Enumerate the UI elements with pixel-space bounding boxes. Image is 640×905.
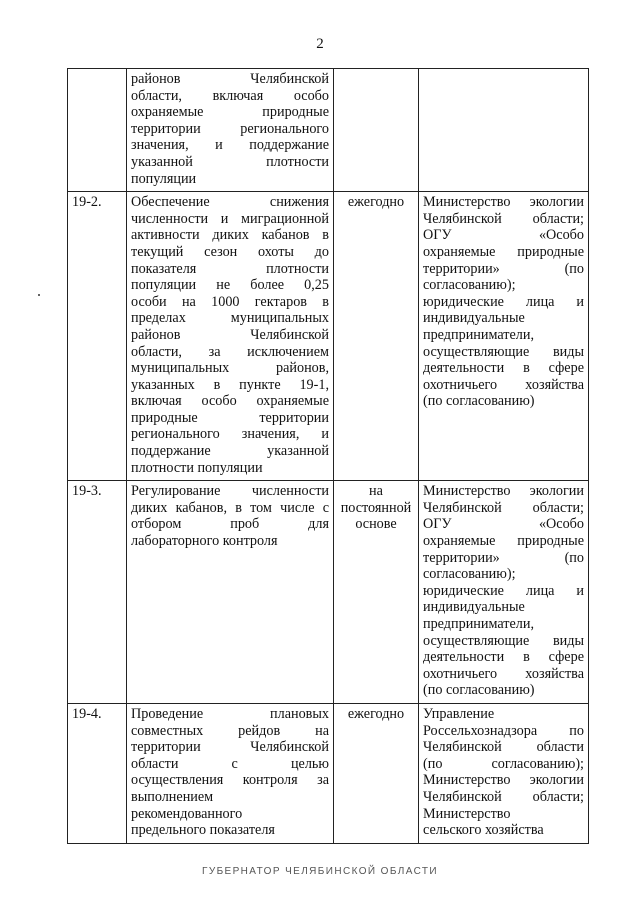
responsible-text-line: (по согласованию)	[423, 682, 535, 699]
action-text-line: диких кабанов, в том числе с	[131, 499, 329, 516]
action-text-line: включая особо охраняемые	[131, 393, 329, 410]
responsible-text-line: охраняемые природные	[423, 243, 584, 260]
responsible-text-line: юридические лица и	[423, 582, 584, 599]
action-text-line: выполнением	[131, 788, 214, 805]
action-text-line: популяции	[131, 170, 197, 187]
item-number: 19-4.	[68, 703, 127, 843]
action-text-line: отбором проб для	[131, 516, 329, 533]
page-number: 2	[316, 36, 324, 52]
responsible-text-line: Министерство экологии	[423, 772, 584, 789]
action-text-line: показателя плотности	[131, 260, 329, 277]
responsible-text-line: предприниматели,	[423, 326, 535, 343]
action-text-line: области, включая особо	[131, 87, 329, 104]
responsible-text-line: осуществляющие виды	[423, 632, 584, 649]
action-text-line: области, за исключением	[131, 343, 329, 360]
action-text-line: указанной плотности	[131, 153, 329, 170]
responsible-text-line: Челябинской области	[423, 739, 584, 756]
action-text-line: Обеспечение снижения	[131, 194, 329, 211]
responsible-text-line: охотничьего хозяйства	[423, 665, 584, 682]
responsible-text-line: согласованию);	[423, 566, 516, 583]
responsible-text-line: Россельхознадзора по	[423, 722, 584, 739]
action-text-line: указанных в пункте 19-1,	[131, 376, 329, 393]
responsible-text-line: ОГУ «Особо	[423, 227, 584, 244]
responsible-text-line: сельского хозяйства	[423, 822, 544, 839]
responsible-text-line: (по согласованию)	[423, 393, 535, 410]
term-cell: ежегодно	[334, 192, 419, 481]
responsible-text-line: Челябинской области;	[423, 788, 584, 805]
responsible-text-line: индивидуальные	[423, 599, 525, 616]
action-text-line: территории регионального	[131, 120, 329, 137]
action-text-line: особи на 1000 гектаров в	[131, 293, 329, 310]
item-number: 19-3.	[68, 481, 127, 704]
action-text-line: пределах муниципальных	[131, 310, 329, 327]
responsible-text-line: Министерство экологии	[423, 194, 584, 211]
table-row	[68, 69, 589, 192]
action-text-line: лабораторного контроля	[131, 533, 278, 550]
item-number	[68, 69, 127, 192]
action-text-line: поддержание указанной	[131, 443, 329, 460]
action-text-line: области с целью	[131, 755, 329, 772]
action-text-line: Регулирование численности	[131, 483, 329, 500]
responsible-text-line: ОГУ «Особо	[423, 516, 584, 533]
responsible-text-line: Челябинской области;	[423, 499, 584, 516]
table-row	[68, 481, 589, 704]
action-text-line: активности диких кабанов в	[131, 227, 329, 244]
action-text-line: регионального значения, и	[131, 426, 329, 443]
action-text-line: районов Челябинской	[131, 326, 329, 343]
action-text-line: рекомендованного	[131, 805, 243, 822]
responsible-text-line: территории» (по	[423, 260, 584, 277]
responsible-cell	[419, 69, 589, 192]
action-text-line: территории Челябинской	[131, 739, 329, 756]
responsible-text-line: деятельности в сфере	[423, 360, 584, 377]
action-text-line: совместных рейдов на	[131, 722, 329, 739]
table-row	[68, 192, 589, 481]
action-text-line: осуществления контроля за	[131, 772, 329, 789]
term-cell	[334, 69, 419, 192]
action-cell	[127, 481, 334, 704]
action-text-line: районов Челябинской	[131, 71, 329, 87]
action-text-line: муниципальных районов,	[131, 360, 329, 377]
responsible-text-line: деятельности в сфере	[423, 649, 584, 666]
responsible-text-line: охраняемые природные	[423, 533, 584, 550]
table-row	[68, 703, 589, 843]
responsible-text-line: Челябинской области;	[423, 210, 584, 227]
action-cell	[127, 192, 334, 481]
action-text-line: природные территории	[131, 409, 329, 426]
responsible-text-line: осуществляющие виды	[423, 343, 584, 360]
responsible-text-line: Управление	[423, 705, 495, 722]
responsible-text-line: предприниматели,	[423, 616, 535, 632]
scan-speck	[38, 294, 40, 296]
responsible-cell	[419, 192, 589, 481]
responsible-text-line: индивидуальные	[423, 310, 525, 327]
action-text-line: популяции не более 0,25	[131, 277, 329, 294]
responsible-text-line: Министерство	[423, 805, 511, 822]
action-text-line: значения, и поддержание	[131, 137, 329, 154]
footer-watermark: ГУБЕРНАТОР ЧЕЛЯБИНСКОЙ ОБЛАСТИ	[202, 866, 438, 877]
responsible-cell	[419, 703, 589, 843]
action-text-line: численности и миграционной	[131, 210, 329, 227]
responsible-text-line: (по согласованию);	[423, 755, 584, 772]
responsible-text-line: территории» (по	[423, 549, 584, 566]
responsible-text-line: Министерство экологии	[423, 483, 584, 500]
action-text-line: охраняемые природные	[131, 104, 329, 121]
action-text-line: плотности популяции	[131, 459, 263, 476]
responsible-text-line: согласованию);	[423, 277, 516, 294]
action-text-line: Проведение плановых	[131, 705, 329, 722]
responsible-text-line: охотничьего хозяйства	[423, 376, 584, 393]
responsible-cell	[419, 481, 589, 704]
action-text-line: текущий сезон охоты до	[131, 243, 329, 260]
measures-table	[67, 68, 589, 844]
action-cell	[127, 703, 334, 843]
action-cell	[127, 69, 334, 192]
responsible-text-line: юридические лица и	[423, 293, 584, 310]
term-cell: на постоянной основе	[334, 481, 419, 704]
action-text-line: предельного показателя	[131, 822, 275, 839]
item-number: 19-2.	[68, 192, 127, 481]
term-cell: ежегодно	[334, 703, 419, 843]
